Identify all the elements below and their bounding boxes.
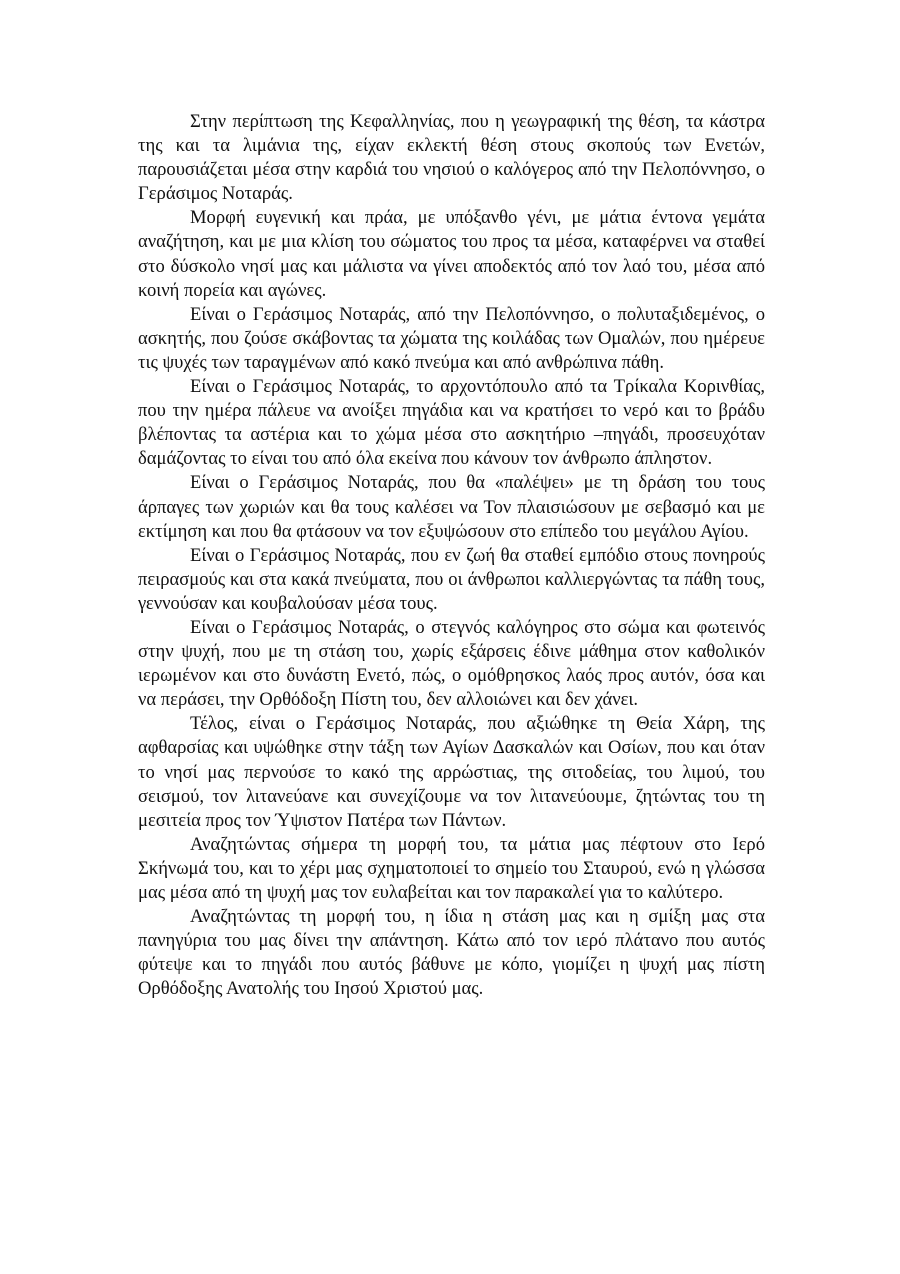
paragraph-9: Αναζητώντας σήμερα τη μορφή του, τα μάτια μας πέφτουν στο Ιερό Σκήνωμά του, και το χέρι μας σχηματοποιεί το σημείο του Σταυρού, ενώ η γλώσσα μας μέσα από τη ψυχή μας τον ευλαβείται και τον παρακαλεί για το καλύτερο. xyxy=(138,833,765,903)
paragraph-10: Αναζητώντας τη μορφή του, η ίδια η στάση μας και η σμίξη μας στα πανηγύρια του μας δίνει την απάντηση. Κάτω από τον ιερό πλάτανο που αυτός φύτεψε και το πηγάδι που αυτός βάθυνε με κόπο, γιομίζει η ψυχή μας πίστη Ορθόδοξης Ανατολής του Ιησού Χριστού μας. xyxy=(138,906,765,1000)
document-page xyxy=(138,110,765,1001)
paragraph-4: Είναι ο Γεράσιμος Νοταράς, το αρχοντόπουλο από τα Τρίκαλα Κορινθίας, που την ημέρα πάλευε να ανοίξει πηγάδια και να κρατήσει το νερό και το βράδυ βλέποντας τα αστέρια και το χώμα μέσα στο ασκητήριο –πηγάδι, προσευχόταν δαμάζοντας το είναι του από όλα εκείνα που κάνουν τον άνθρωπο άπληστον. xyxy=(138,376,765,470)
paragraph-7: Είναι ο Γεράσιμος Νοταράς, ο στεγνός καλόγηρος στο σώμα και φωτεινός στην ψυχή, που με τη στάση του, χωρίς εξάρσεις έδινε μάθημα στον καθολικόν ιερωμένον και στο δυνάστη Ενετό, πώς, ο ομόθρησκος λαός προς αυτόν, όσα και να περάσει, την Ορθόδοξη Πίστη του, δεν αλλοιώνει και δεν χάνει. xyxy=(138,616,765,711)
paragraph-5: Είναι ο Γεράσιμος Νοταράς, που θα «παλέψει» με τη δράση του τους άρπαγες των χωριών και θα τους καλέσει να Τον πλαισιώσουν με σεβασμό και με εκτίμηση και που θα φτάσουν να τον εξυψώσουν στο επίπεδο του μεγάλου Αγίου. xyxy=(138,472,765,542)
paragraph-3: Είναι ο Γεράσιμος Νοταράς, από την Πελοπόννησο, ο πολυταξιδεμένος, ο ασκητής, που ζούσε σκάβοντας τα χώματα της κοιλάδας των Ομαλών, που ημέρευε τις ψυχές των ταραγμένων από κακό πνεύμα και από ανθρώπινα πάθη. xyxy=(138,303,765,373)
paragraph-6: Είναι ο Γεράσιμος Νοταράς, που εν ζωή θα σταθεί εμπόδιο στους πονηρούς πειρασμούς και στα κακά πνεύματα, που οι άνθρωποι καλλιεργώντας τα πάθη τους, γεννούσαν και κουβαλούσαν μέσα τους. xyxy=(138,544,765,614)
paragraph-8: Τέλος, είναι ο Γεράσιμος Νοταράς, που αξιώθηκε τη Θεία Χάρη, της αφθαρσίας και υψώθηκε στην τάξη των Αγίων Δασκαλών και Οσίων, που και όταν το νησί μας περνούσε το κακό της αρρώστιας, της σιτοδείας, του λιμού, του σεισμού, τον λιτανεύανε και συνεχίζουμε να τον λιτανεύουμε, ζητώντας του τη μεσιτεία προς τον Ύψιστον Πατέρα των Πάντων. xyxy=(138,713,765,831)
paragraph-2: Μορφή ευγενική και πράα, με υπόξανθο γένι, με μάτια έντονα γεμάτα αναζήτηση, και με μια κλίση του σώματος του προς τα μέσα, καταφέρνει να σταθεί στο δύσκολο νησί μας και μάλιστα να γίνει αποδεκτός από τον λαό του, μέσα από κοινή πορεία και αγώνες. xyxy=(138,207,765,301)
paragraph-1: Στην περίπτωση της Κεφαλληνίας, που η γεωγραφική της θέση, τα κάστρα της και τα λιμάνια της, είχαν εκλεκτή θέση στους σκοπούς των Ενετών, παρουσιάζεται μέσα στην καρδιά του νησιού ο καλόγερος από την Πελοπόννησο, ο Γεράσιμος Νοταράς. xyxy=(138,111,765,205)
